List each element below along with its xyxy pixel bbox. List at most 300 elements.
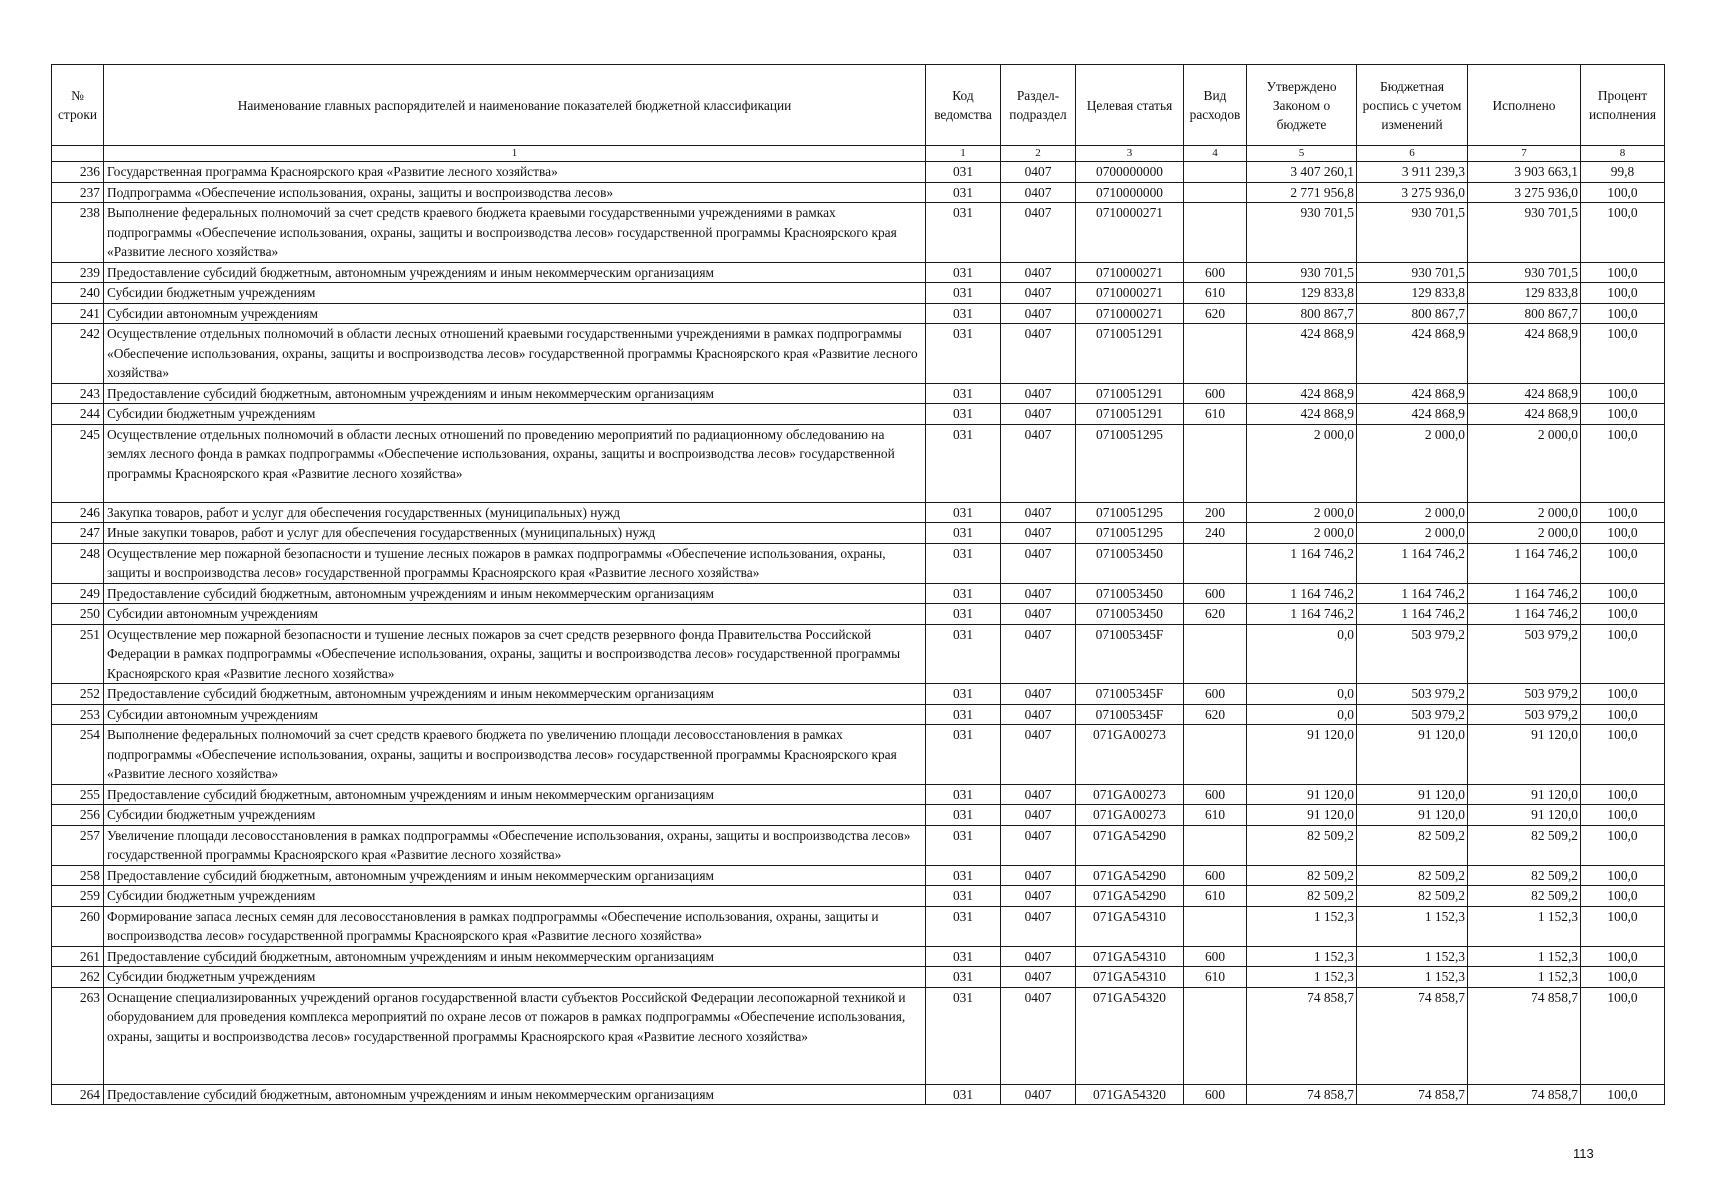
approved-amount-cell: 424 868,9 [1247, 404, 1357, 425]
approved-amount-cell: 1 164 746,2 [1247, 604, 1357, 625]
header-name: Наименование главных распорядителей и наименование показателей бюджетной классификации [104, 65, 926, 146]
dept-code-cell: 031 [926, 383, 1001, 404]
executed-amount-cell: 82 509,2 [1468, 825, 1581, 865]
column-index: 2 [1001, 146, 1076, 162]
row-number-cell: 253 [52, 704, 104, 725]
table-row [52, 704, 1665, 725]
row-number-cell: 252 [52, 684, 104, 705]
approved-amount-cell: 930 701,5 [1247, 262, 1357, 283]
indicator-name-cell: Предоставление субсидий бюджетным, автономным учреждениям и иным некоммерческим организациям [104, 383, 926, 404]
approved-amount-cell: 82 509,2 [1247, 825, 1357, 865]
approved-amount-cell: 129 833,8 [1247, 283, 1357, 304]
expense-type-cell: 610 [1184, 805, 1247, 826]
executed-amount-cell: 3 275 936,0 [1468, 182, 1581, 203]
dept-code-cell: 031 [926, 262, 1001, 283]
budget-list-amount-cell: 424 868,9 [1357, 404, 1468, 425]
target-article-cell: 0710053450 [1076, 583, 1184, 604]
table-header [52, 65, 1665, 162]
percent-cell: 100,0 [1581, 182, 1665, 203]
table-row [52, 725, 1665, 785]
budget-list-amount-cell: 503 979,2 [1357, 624, 1468, 684]
budget-list-amount-cell: 3 275 936,0 [1357, 182, 1468, 203]
dept-code-cell: 031 [926, 182, 1001, 203]
row-number-cell: 260 [52, 906, 104, 946]
dept-code-cell: 031 [926, 424, 1001, 502]
row-number-cell: 250 [52, 604, 104, 625]
dept-code-cell: 031 [926, 784, 1001, 805]
expense-type-cell: 600 [1184, 1084, 1247, 1105]
budget-list-amount-cell: 1 164 746,2 [1357, 583, 1468, 604]
indicator-name-cell: Субсидии автономным учреждениям [104, 303, 926, 324]
column-index: 1 [104, 146, 926, 162]
table-row [52, 182, 1665, 203]
row-number-cell: 240 [52, 283, 104, 304]
target-article-cell: 0710051295 [1076, 424, 1184, 502]
section-cell: 0407 [1001, 604, 1076, 625]
target-article-cell: 071GA54310 [1076, 906, 1184, 946]
dept-code-cell: 031 [926, 523, 1001, 544]
indicator-name-cell: Субсидии бюджетным учреждениям [104, 886, 926, 907]
expense-type-cell [1184, 182, 1247, 203]
header-row [52, 65, 1665, 146]
executed-amount-cell: 2 000,0 [1468, 523, 1581, 544]
table-row [52, 404, 1665, 425]
indicator-name-cell: Предоставление субсидий бюджетным, автономным учреждениям и иным некоммерческим организациям [104, 946, 926, 967]
executed-amount-cell: 424 868,9 [1468, 383, 1581, 404]
row-number-cell: 241 [52, 303, 104, 324]
budget-list-amount-cell: 1 152,3 [1357, 906, 1468, 946]
indicator-name-cell: Закупка товаров, работ и услуг для обеспечения государственных (муниципальных) нужд [104, 502, 926, 523]
expense-type-cell [1184, 162, 1247, 183]
row-number-cell: 259 [52, 886, 104, 907]
indicator-name-cell: Выполнение федеральных полномочий за счет средств краевого бюджета краевыми государственными учреждениями в рамках подпрограммы «Обеспечение использования, охраны, защиты и воспроизводства лесов» государственной программы Красноярского края «Развитие лесного хозяйства» [104, 203, 926, 263]
percent-cell: 100,0 [1581, 324, 1665, 384]
budget-list-amount-cell: 91 120,0 [1357, 725, 1468, 785]
dept-code-cell: 031 [926, 404, 1001, 425]
row-number-cell: 247 [52, 523, 104, 544]
budget-list-amount-cell: 424 868,9 [1357, 383, 1468, 404]
target-article-cell: 071GA00273 [1076, 805, 1184, 826]
section-cell: 0407 [1001, 624, 1076, 684]
expense-type-cell [1184, 987, 1247, 1084]
table-row [52, 203, 1665, 263]
table-row [52, 1084, 1665, 1105]
header-budget-list: Бюджетная роспись с учетом изменений [1357, 65, 1468, 146]
section-cell: 0407 [1001, 865, 1076, 886]
row-number-cell: 258 [52, 865, 104, 886]
row-number-cell: 248 [52, 543, 104, 583]
expense-type-cell: 600 [1184, 684, 1247, 705]
dept-code-cell: 031 [926, 543, 1001, 583]
approved-amount-cell: 800 867,7 [1247, 303, 1357, 324]
budget-list-amount-cell: 91 120,0 [1357, 805, 1468, 826]
section-cell: 0407 [1001, 946, 1076, 967]
row-number-cell: 239 [52, 262, 104, 283]
column-index: 7 [1468, 146, 1581, 162]
approved-amount-cell: 1 152,3 [1247, 967, 1357, 988]
dept-code-cell: 031 [926, 805, 1001, 826]
target-article-cell: 071GA54290 [1076, 865, 1184, 886]
executed-amount-cell: 3 903 663,1 [1468, 162, 1581, 183]
percent-cell: 100,0 [1581, 987, 1665, 1084]
row-number-cell: 264 [52, 1084, 104, 1105]
expense-type-cell: 620 [1184, 704, 1247, 725]
target-article-cell: 071GA54290 [1076, 825, 1184, 865]
table-row [52, 684, 1665, 705]
table-row [52, 523, 1665, 544]
approved-amount-cell: 91 120,0 [1247, 805, 1357, 826]
indicator-name-cell: Выполнение федеральных полномочий за счет средств краевого бюджета по увеличению площади лесовосстановления в рамках подпрограммы «Обеспечение использования, охраны, защиты и воспроизводства лесов» государственной программы Красноярского края «Развитие лесного хозяйства» [104, 725, 926, 785]
executed-amount-cell: 930 701,5 [1468, 262, 1581, 283]
table-row [52, 424, 1665, 502]
expense-type-cell [1184, 825, 1247, 865]
row-number-cell: 254 [52, 725, 104, 785]
dept-code-cell: 031 [926, 203, 1001, 263]
budget-table-sheet [51, 64, 1664, 1105]
dept-code-cell: 031 [926, 967, 1001, 988]
expense-type-cell: 610 [1184, 886, 1247, 907]
section-cell: 0407 [1001, 684, 1076, 705]
target-article-cell: 0710051295 [1076, 523, 1184, 544]
table-row [52, 543, 1665, 583]
section-cell: 0407 [1001, 583, 1076, 604]
expense-type-cell [1184, 424, 1247, 502]
indicator-name-cell: Предоставление субсидий бюджетным, автономным учреждениям и иным некоммерческим организациям [104, 583, 926, 604]
target-article-cell: 0710051291 [1076, 324, 1184, 384]
approved-amount-cell: 0,0 [1247, 624, 1357, 684]
target-article-cell: 071GA54310 [1076, 967, 1184, 988]
expense-type-cell: 600 [1184, 383, 1247, 404]
section-cell: 0407 [1001, 825, 1076, 865]
expense-type-cell: 600 [1184, 583, 1247, 604]
table-row [52, 162, 1665, 183]
header-section: Раздел-подраздел [1001, 65, 1076, 146]
row-number-cell: 263 [52, 987, 104, 1084]
indicator-name-cell: Субсидии автономным учреждениям [104, 704, 926, 725]
row-number-cell: 244 [52, 404, 104, 425]
executed-amount-cell: 503 979,2 [1468, 684, 1581, 705]
executed-amount-cell: 91 120,0 [1468, 805, 1581, 826]
section-cell: 0407 [1001, 404, 1076, 425]
indicator-name-cell: Субсидии автономным учреждениям [104, 604, 926, 625]
approved-amount-cell: 0,0 [1247, 704, 1357, 725]
percent-cell: 100,0 [1581, 424, 1665, 502]
budget-list-amount-cell: 2 000,0 [1357, 502, 1468, 523]
target-article-cell: 071005345F [1076, 624, 1184, 684]
executed-amount-cell: 2 000,0 [1468, 502, 1581, 523]
approved-amount-cell: 3 407 260,1 [1247, 162, 1357, 183]
column-index: 1 [926, 146, 1001, 162]
row-number-cell: 249 [52, 583, 104, 604]
row-number-cell: 251 [52, 624, 104, 684]
header-percent: Процент исполнения [1581, 65, 1665, 146]
column-index: 8 [1581, 146, 1665, 162]
approved-amount-cell: 91 120,0 [1247, 784, 1357, 805]
target-article-cell: 071GA54320 [1076, 987, 1184, 1084]
table-row [52, 324, 1665, 384]
budget-list-amount-cell: 503 979,2 [1357, 684, 1468, 705]
dept-code-cell: 031 [926, 502, 1001, 523]
section-cell: 0407 [1001, 967, 1076, 988]
row-number-cell: 242 [52, 324, 104, 384]
percent-cell: 100,0 [1581, 906, 1665, 946]
approved-amount-cell: 74 858,7 [1247, 1084, 1357, 1105]
header-target-article: Целевая статья [1076, 65, 1184, 146]
row-number-cell: 245 [52, 424, 104, 502]
percent-cell: 100,0 [1581, 543, 1665, 583]
section-cell: 0407 [1001, 725, 1076, 785]
table-row [52, 825, 1665, 865]
table-row [52, 886, 1665, 907]
approved-amount-cell: 2 000,0 [1247, 424, 1357, 502]
executed-amount-cell: 91 120,0 [1468, 725, 1581, 785]
table-row [52, 262, 1665, 283]
percent-cell: 100,0 [1581, 886, 1665, 907]
target-article-cell: 071GA00273 [1076, 784, 1184, 805]
column-index [52, 146, 104, 162]
table-row [52, 502, 1665, 523]
percent-cell: 100,0 [1581, 725, 1665, 785]
indicator-name-cell: Субсидии бюджетным учреждениям [104, 283, 926, 304]
budget-list-amount-cell: 91 120,0 [1357, 784, 1468, 805]
dept-code-cell: 031 [926, 324, 1001, 384]
section-cell: 0407 [1001, 987, 1076, 1084]
header-row-no: № строки [52, 65, 104, 146]
approved-amount-cell: 1 152,3 [1247, 906, 1357, 946]
budget-list-amount-cell: 800 867,7 [1357, 303, 1468, 324]
indicator-name-cell: Увеличение площади лесовосстановления в рамках подпрограммы «Обеспечение использования, охраны, защиты и воспроизводства лесов» государственной программы Красноярского края «Развитие лесного хозяйства» [104, 825, 926, 865]
executed-amount-cell: 930 701,5 [1468, 203, 1581, 263]
row-number-cell: 246 [52, 502, 104, 523]
indicator-name-cell: Государственная программа Красноярского края «Развитие лесного хозяйства» [104, 162, 926, 183]
table-row [52, 805, 1665, 826]
dept-code-cell: 031 [926, 684, 1001, 705]
section-cell: 0407 [1001, 162, 1076, 183]
target-article-cell: 0710000271 [1076, 262, 1184, 283]
expense-type-cell: 600 [1184, 784, 1247, 805]
percent-cell: 100,0 [1581, 303, 1665, 324]
percent-cell: 100,0 [1581, 967, 1665, 988]
executed-amount-cell: 82 509,2 [1468, 886, 1581, 907]
target-article-cell: 0710000000 [1076, 182, 1184, 203]
column-index: 6 [1357, 146, 1468, 162]
percent-cell: 100,0 [1581, 805, 1665, 826]
budget-list-amount-cell: 503 979,2 [1357, 704, 1468, 725]
budget-list-amount-cell: 930 701,5 [1357, 203, 1468, 263]
budget-list-amount-cell: 74 858,7 [1357, 987, 1468, 1084]
target-article-cell: 071GA00273 [1076, 725, 1184, 785]
section-cell: 0407 [1001, 543, 1076, 583]
indicator-name-cell: Подпрограмма «Обеспечение использования, охраны, защиты и воспроизводства лесов» [104, 182, 926, 203]
section-cell: 0407 [1001, 303, 1076, 324]
target-article-cell: 0710051291 [1076, 404, 1184, 425]
expense-type-cell [1184, 324, 1247, 384]
row-number-cell: 255 [52, 784, 104, 805]
expense-type-cell [1184, 203, 1247, 263]
approved-amount-cell: 424 868,9 [1247, 324, 1357, 384]
section-cell: 0407 [1001, 502, 1076, 523]
executed-amount-cell: 91 120,0 [1468, 784, 1581, 805]
indicator-name-cell: Предоставление субсидий бюджетным, автономным учреждениям и иным некоммерческим организациям [104, 262, 926, 283]
target-article-cell: 071GA54320 [1076, 1084, 1184, 1105]
dept-code-cell: 031 [926, 886, 1001, 907]
percent-cell: 100,0 [1581, 946, 1665, 967]
budget-list-amount-cell: 129 833,8 [1357, 283, 1468, 304]
executed-amount-cell: 800 867,7 [1468, 303, 1581, 324]
dept-code-cell: 031 [926, 987, 1001, 1084]
table-row [52, 967, 1665, 988]
header-executed: Исполнено [1468, 65, 1581, 146]
row-number-cell: 238 [52, 203, 104, 263]
table-row [52, 303, 1665, 324]
budget-list-amount-cell: 2 000,0 [1357, 424, 1468, 502]
percent-cell: 100,0 [1581, 784, 1665, 805]
executed-amount-cell: 1 152,3 [1468, 906, 1581, 946]
percent-cell: 100,0 [1581, 404, 1665, 425]
table-row [52, 784, 1665, 805]
percent-cell: 100,0 [1581, 502, 1665, 523]
indicator-name-cell: Предоставление субсидий бюджетным, автономным учреждениям и иным некоммерческим организациям [104, 784, 926, 805]
dept-code-cell: 031 [926, 283, 1001, 304]
indicator-name-cell: Формирование запаса лесных семян для лесовосстановления в рамках подпрограммы «Обеспечение использования, охраны, защиты и воспроизводства лесов» государственной программы Красноярского края «Развитие лесного хозяйства» [104, 906, 926, 946]
target-article-cell: 0710000271 [1076, 283, 1184, 304]
budget-list-amount-cell: 3 911 239,3 [1357, 162, 1468, 183]
header-approved: Утверждено Законом о бюджете [1247, 65, 1357, 146]
percent-cell: 100,0 [1581, 383, 1665, 404]
expense-type-cell: 240 [1184, 523, 1247, 544]
column-index: 4 [1184, 146, 1247, 162]
indicator-name-cell: Предоставление субсидий бюджетным, автономным учреждениям и иным некоммерческим организациям [104, 1084, 926, 1105]
executed-amount-cell: 503 979,2 [1468, 704, 1581, 725]
dept-code-cell: 031 [926, 946, 1001, 967]
budget-execution-table [51, 64, 1665, 1105]
table-row [52, 604, 1665, 625]
header-dept-code: Код ведомства [926, 65, 1001, 146]
expense-type-cell: 620 [1184, 303, 1247, 324]
dept-code-cell: 031 [926, 162, 1001, 183]
budget-list-amount-cell: 1 164 746,2 [1357, 543, 1468, 583]
approved-amount-cell: 0,0 [1247, 684, 1357, 705]
section-cell: 0407 [1001, 203, 1076, 263]
indicator-name-cell: Осуществление мер пожарной безопасности и тушение лесных пожаров за счет средств резервного фонда Правительства Российской Федерации в рамках подпрограммы «Обеспечение использования, охраны, защиты и воспроизводства лесов» государственной программы Красноярского края «Развитие лесного хозяйства» [104, 624, 926, 684]
executed-amount-cell: 503 979,2 [1468, 624, 1581, 684]
approved-amount-cell: 91 120,0 [1247, 725, 1357, 785]
indicator-name-cell: Осуществление мер пожарной безопасности и тушение лесных пожаров в рамках подпрограммы «Обеспечение использования, охраны, защиты и воспроизводства лесов» государственной программы Красноярского края «Развитие лесного хозяйства» [104, 543, 926, 583]
row-number-cell: 262 [52, 967, 104, 988]
column-index-row [52, 146, 1665, 162]
table-row [52, 624, 1665, 684]
section-cell: 0407 [1001, 886, 1076, 907]
budget-list-amount-cell: 1 164 746,2 [1357, 604, 1468, 625]
expense-type-cell: 610 [1184, 283, 1247, 304]
approved-amount-cell: 1 164 746,2 [1247, 583, 1357, 604]
row-number-cell: 243 [52, 383, 104, 404]
section-cell: 0407 [1001, 324, 1076, 384]
dept-code-cell: 031 [926, 704, 1001, 725]
section-cell: 0407 [1001, 383, 1076, 404]
percent-cell: 100,0 [1581, 262, 1665, 283]
row-number-cell: 261 [52, 946, 104, 967]
indicator-name-cell: Иные закупки товаров, работ и услуг для обеспечения государственных (муниципальных) нужд [104, 523, 926, 544]
column-index: 5 [1247, 146, 1357, 162]
target-article-cell: 0710053450 [1076, 543, 1184, 583]
dept-code-cell: 031 [926, 583, 1001, 604]
executed-amount-cell: 82 509,2 [1468, 865, 1581, 886]
table-row [52, 583, 1665, 604]
target-article-cell: 071005345F [1076, 704, 1184, 725]
executed-amount-cell: 1 164 746,2 [1468, 543, 1581, 583]
table-row [52, 987, 1665, 1084]
dept-code-cell: 031 [926, 865, 1001, 886]
indicator-name-cell: Осуществление отдельных полномочий в области лесных отношений по проведению мероприятий по радиационному обследованию на землях лесного фонда в рамках подпрограммы «Обеспечение использования, охраны, защиты и воспроизводства лесов» государственной программы Красноярского края «Развитие лесного хозяйства» [104, 424, 926, 502]
budget-list-amount-cell: 424 868,9 [1357, 324, 1468, 384]
indicator-name-cell: Осуществление отдельных полномочий в области лесных отношений краевыми государственными учреждениями в рамках подпрограммы «Обеспечение использования, охраны, защиты и воспроизводства лесов» государственной программы Красноярского края «Развитие лесного хозяйства» [104, 324, 926, 384]
indicator-name-cell: Предоставление субсидий бюджетным, автономным учреждениям и иным некоммерческим организациям [104, 865, 926, 886]
expense-type-cell: 610 [1184, 967, 1247, 988]
dept-code-cell: 031 [926, 1084, 1001, 1105]
budget-list-amount-cell: 1 152,3 [1357, 967, 1468, 988]
approved-amount-cell: 930 701,5 [1247, 203, 1357, 263]
row-number-cell: 236 [52, 162, 104, 183]
budget-list-amount-cell: 82 509,2 [1357, 865, 1468, 886]
target-article-cell: 0710051291 [1076, 383, 1184, 404]
percent-cell: 99,8 [1581, 162, 1665, 183]
dept-code-cell: 031 [926, 906, 1001, 946]
dept-code-cell: 031 [926, 825, 1001, 865]
expense-type-cell: 600 [1184, 262, 1247, 283]
budget-list-amount-cell: 82 509,2 [1357, 825, 1468, 865]
executed-amount-cell: 424 868,9 [1468, 404, 1581, 425]
executed-amount-cell: 1 164 746,2 [1468, 583, 1581, 604]
dept-code-cell: 031 [926, 303, 1001, 324]
target-article-cell: 0710000271 [1076, 303, 1184, 324]
percent-cell: 100,0 [1581, 1084, 1665, 1105]
target-article-cell: 071005345F [1076, 684, 1184, 705]
executed-amount-cell: 1 164 746,2 [1468, 604, 1581, 625]
executed-amount-cell: 74 858,7 [1468, 1084, 1581, 1105]
target-article-cell: 0710051295 [1076, 502, 1184, 523]
percent-cell: 100,0 [1581, 624, 1665, 684]
header-expense-type: Вид расходов [1184, 65, 1247, 146]
section-cell: 0407 [1001, 424, 1076, 502]
executed-amount-cell: 424 868,9 [1468, 324, 1581, 384]
section-cell: 0407 [1001, 906, 1076, 946]
indicator-name-cell: Оснащение специализированных учреждений органов государственной власти субъектов Российской Федерации лесопожарной техникой и оборудованием для проведения комплекса мероприятий по охране лесов от пожаров в рамках подпрограммы «Обеспечение использования, охраны, защиты и воспроизводства лесов» государственной программы Красноярского края «Развитие лесного хозяйства» [104, 987, 926, 1084]
budget-list-amount-cell: 74 858,7 [1357, 1084, 1468, 1105]
indicator-name-cell: Предоставление субсидий бюджетным, автономным учреждениям и иным некоммерческим организациям [104, 684, 926, 705]
expense-type-cell [1184, 725, 1247, 785]
budget-list-amount-cell: 82 509,2 [1357, 886, 1468, 907]
section-cell: 0407 [1001, 182, 1076, 203]
section-cell: 0407 [1001, 1084, 1076, 1105]
page-number: 113 [1573, 1146, 1594, 1161]
executed-amount-cell: 129 833,8 [1468, 283, 1581, 304]
percent-cell: 100,0 [1581, 604, 1665, 625]
section-cell: 0407 [1001, 262, 1076, 283]
section-cell: 0407 [1001, 704, 1076, 725]
approved-amount-cell: 2 771 956,8 [1247, 182, 1357, 203]
budget-list-amount-cell: 1 152,3 [1357, 946, 1468, 967]
indicator-name-cell: Субсидии бюджетным учреждениям [104, 805, 926, 826]
expense-type-cell: 620 [1184, 604, 1247, 625]
approved-amount-cell: 2 000,0 [1247, 523, 1357, 544]
executed-amount-cell: 1 152,3 [1468, 967, 1581, 988]
section-cell: 0407 [1001, 283, 1076, 304]
dept-code-cell: 031 [926, 604, 1001, 625]
table-row [52, 946, 1665, 967]
row-number-cell: 237 [52, 182, 104, 203]
percent-cell: 100,0 [1581, 684, 1665, 705]
